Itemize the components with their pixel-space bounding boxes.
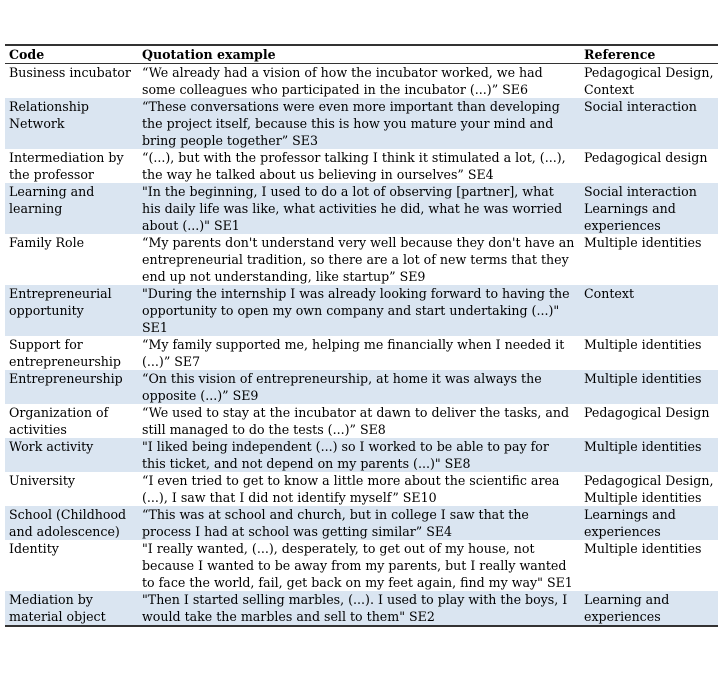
quote-cell: “My parents don't understand very well because they don't have an entrepreneurial tradition, so there are a lot of new terms that they end up not understanding, like startup” SE9 (142, 235, 575, 284)
quote-cell: “(...), but with the professor talking I think it stimulated a lot, (...), the way he talked about us believing in ourselves” SE4 (142, 150, 566, 182)
reference-cell: Social interaction (580, 98, 718, 149)
table-row (5, 438, 718, 472)
code-cell: Mediation by material object (5, 591, 138, 626)
table-row (5, 183, 718, 234)
table-row (5, 234, 718, 285)
code-cell: Entrepreneurial opportunity (5, 285, 138, 336)
header-code: Code (5, 45, 138, 64)
reference-cell: Multiple identities (580, 438, 718, 472)
quote-cell: "I liked being independent (...) so I worked to be able to pay for this ticket, and not depend on my parents (...)" SE8 (138, 438, 580, 472)
reference-cell: Context (580, 285, 718, 336)
code-cell: School (Childhood and adolescence) (5, 506, 138, 540)
code-cell: Organization of activities (9, 405, 109, 437)
reference-cell: Learnings and experiences (580, 506, 718, 540)
quote-cell: “My family supported me, helping me financially when I needed it (...)” SE7 (142, 337, 565, 369)
code-cell: Intermediation by the professor (9, 150, 124, 182)
quote-cell: “We used to stay at the incubator at dawn to deliver the tasks, and still managed to do the tests (...)” SE8 (142, 405, 570, 437)
code-cell: Relationship Network (5, 98, 138, 149)
header-quotation: Quotation example (138, 45, 580, 64)
header-row (5, 45, 718, 64)
table-row (5, 336, 718, 370)
reference-cell: Multiple identities (584, 235, 702, 250)
quotation-table (5, 44, 718, 627)
code-cell: Business incubator (9, 65, 131, 80)
reference-cell: Pedagogical design (584, 150, 708, 165)
table-row (5, 404, 718, 438)
reference-cell: Learning and experiences (580, 591, 718, 626)
quote-cell: “This was at school and church, but in college I saw that the process I had at school was getting similar” SE4 (138, 506, 580, 540)
quote-cell: “We already had a vision of how the incubator worked, we had some colleagues who participated in the incubator (...)” SE6 (142, 65, 543, 97)
code-cell: Learning and learning (5, 183, 138, 234)
code-cell: Entrepreneurship (5, 370, 138, 404)
table-row (5, 98, 718, 149)
reference-cell: Multiple identities (580, 370, 718, 404)
quote-cell: "During the internship I was already looking forward to having the opportunity to open my own company and start undertaking (...)" SE1 (138, 285, 580, 336)
reference-cell: Multiple identities (584, 337, 702, 352)
header-reference: Reference (580, 45, 718, 64)
reference-cell: Pedagogical Design, Multiple identities (584, 473, 714, 505)
table-row (5, 506, 718, 540)
quote-cell: “These conversations were even more important than developing the project itself, because this is how you mature your mind and bring people together” SE3 (138, 98, 580, 149)
code-cell: Family Role (9, 235, 85, 250)
table-container (5, 44, 718, 627)
reference-cell: Pedagogical Design (584, 405, 710, 420)
code-cell: Support for entrepreneurship (9, 337, 121, 369)
reference-cell: Pedagogical Design, Context (584, 65, 714, 97)
table-row (5, 149, 718, 183)
reference-cell: Multiple identities (584, 541, 702, 556)
table-row (5, 472, 718, 506)
quote-cell: “On this vision of entrepreneurship, at home it was always the opposite (...)” SE9 (138, 370, 580, 404)
quote-cell: “I even tried to get to know a little more about the scientific area (...), I saw that I did not identify myself” SE10 (142, 473, 560, 505)
code-cell: University (9, 473, 76, 488)
quote-cell: "I really wanted, (...), desperately, to get out of my house, not because I wanted to be away from my parents, but I really wanted to face the world, fail, get back on my feet again, find my way" SE1 (142, 541, 573, 590)
quote-cell: "Then I started selling marbles, (...). I used to play with the boys, I would take the marbles and sell to them" SE2 (138, 591, 580, 626)
quote-cell: "In the beginning, I used to do a lot of observing [partner], what his daily life was like, what activities he did, what he was worried about (...)" SE1 (138, 183, 580, 234)
table-row (5, 591, 718, 626)
table-row (5, 540, 718, 591)
code-cell: Work activity (5, 438, 138, 472)
table-row (5, 370, 718, 404)
table-row (5, 64, 718, 99)
code-cell: Identity (9, 541, 59, 556)
table-row (5, 285, 718, 336)
reference-cell: Social interaction Learnings and experiences (580, 183, 718, 234)
